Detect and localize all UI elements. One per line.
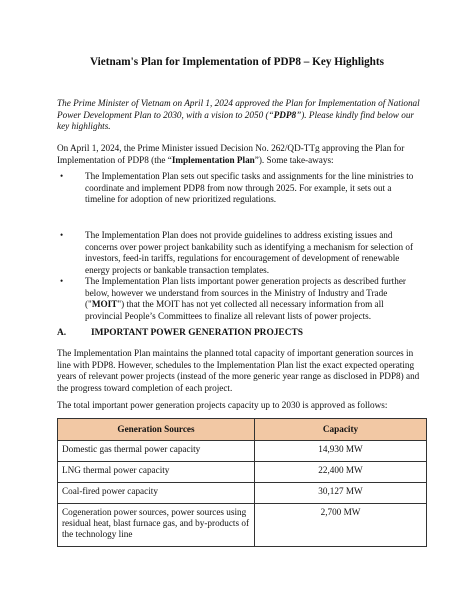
bullet-item: The Implementation Plan does not provide guidelines to address existing issues and concerns over power project bankability such as identifying a mechanism for selection of investors, feed-in tariffs, regulations for encouragement of development of renewable energy projects or bankable transaction templates. [85,230,414,275]
decision-text-2: ”). Some take-aways: [254,154,334,165]
source-cell: Domestic gas thermal power capacity [58,441,255,462]
header-capacity: Capacity [255,419,427,441]
table-header-row [58,419,427,441]
bullet-bold-term: MOIT [91,299,118,310]
section-paragraph: The Implementation Plan maintains the planned total capacity of important generation sources in line with PDP8. However, schedules to the Implementation Plan list the exact expected operating years of relevant power projects (instead of the more generic year range as disclosed in PDP8) and the progress toward completion of each project. [57,348,420,393]
bullet-text-1: The Implementation Plan lists important power generation projects as described further below, however we understand from sources in the Ministry of Industry and Trade (" [85,276,406,310]
bullet-text-2: ") that the MOIT has not yet collected all necessary information from all provincial People’s Committees to finalize all relevant lists of power projects. [85,299,384,321]
intro-bold-term: PDP8 [273,109,297,120]
source-cell: LNG thermal power capacity [58,462,255,483]
header-generation-sources: Generation Sources [58,419,255,441]
intro-text-1: The Prime Minister of Vietnam on April 1, 2024 approved the Plan for Implementation of National Power Development Plan to 2030, with a vision to 2050 (“ [57,98,420,120]
section-letter: A. [57,328,67,338]
table-row [58,483,427,504]
bullet-marker: • [60,171,64,181]
capacity-cell: 14,930 MW [255,441,427,462]
capacity-cell: 22,400 MW [255,462,427,483]
table-row [58,504,427,547]
capacity-intro: The total important power generation projects capacity up to 2030 is approved as follows: [57,400,388,410]
source-cell: Cogeneration power sources, power sources using residual heat, blast furnace gas, and by-products of the technology line [58,504,255,547]
capacity-table [57,418,427,547]
decision-text-1: On April 1, 2024, the Prime Minister issued Decision No. 262/QD-TTg approving the Plan for Implementation of PDP8 (the “ [57,143,405,165]
decision-paragraph [57,143,425,166]
capacity-cell: 2,700 MW [255,504,427,547]
capacity-cell: 30,127 MW [255,483,427,504]
intro-text-2: ”). Please kindly find below our key highlights. [57,109,414,132]
bullet-marker: • [60,276,64,286]
table-row [58,462,427,483]
intro-paragraph [57,98,425,133]
decision-bold-term: Implementation Plan [171,154,255,165]
section-title: IMPORTANT POWER GENERATION PROJECTS [91,328,303,338]
bullet-item [85,276,423,322]
bullet-marker: • [60,230,64,240]
table-row [58,441,427,462]
page-title: Vietnam's Plan for Implementation of PDP8 – Key Highlights [90,56,384,68]
bullet-item: The Implementation Plan sets out specific tasks and assignments for the line ministries to coordinate and implement PDP8 from now through 2025. For example, it sets out a timeline for adoption of new prioritized regulations. [85,171,414,205]
source-cell: Coal-fired power capacity [58,483,255,504]
section-heading [57,328,303,338]
